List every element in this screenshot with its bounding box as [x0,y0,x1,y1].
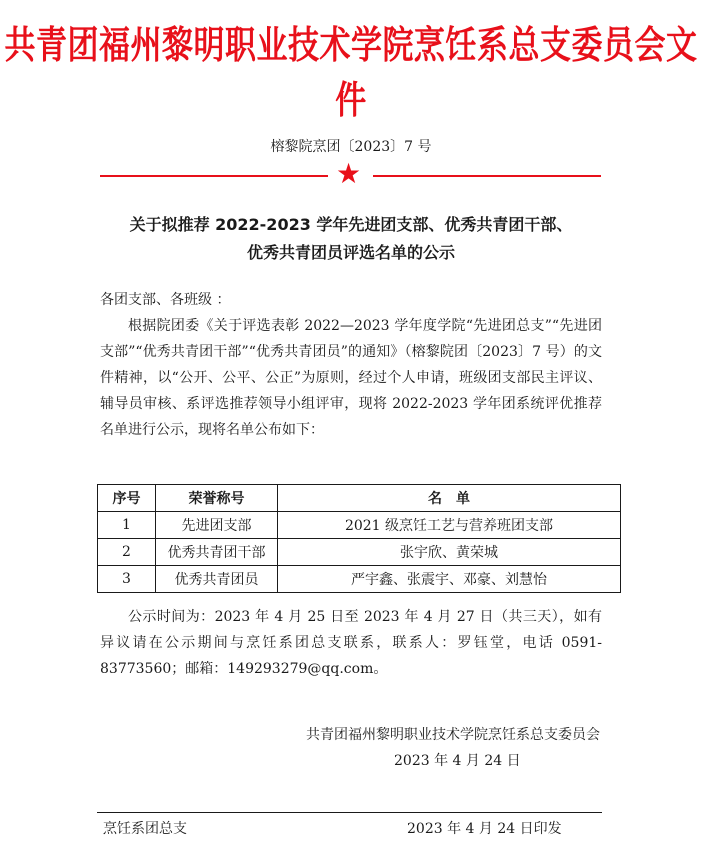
signature-org: 共青团福州黎明职业技术学院烹饪系总支委员会 [306,727,600,743]
salutation: 各团支部、各班级 ： [100,292,231,308]
row-names: 张宇欣、黄荣城 [278,539,621,566]
notice-paragraph: 公示时间为：2023 年 4 月 25 日至 2023 年 4 月 27 日（共三天），如有异议请在公示期间与烹饪系团总支联系，联系人：罗钰堂，电话 0591- 83773560；邮箱：149293279@qq.com。 [100,609,602,677]
footer-issue-date: 2023 年 4 月 24 日印发 [407,821,562,837]
notice-title-line2: 优秀共青团员评选名单的公示 [246,243,455,262]
row-honor: 优秀共青团员 [156,566,278,593]
body-paragraph: 根据院团委《关于评选表彰 2022—2023 学年度学院“先进团总支”“先进团支部”“优秀共青团干部”“优秀共青团员”的通知》（榕黎院团〔2023〕7 号）的文件精神，以“公开、公平、公正”为原则，经过个人申请，班级团支部民主评议、辅导员审核、系评选推荐领导小组评审，现将 2022-2023 学年团系统评优推荐名单进行公示，现将名单公布如下： [100,318,602,438]
footer-divider-top [97,812,602,813]
notice-title [0,211,702,267]
table-row [98,539,621,566]
document-header-title: 共青团福州黎明职业技术学院烹饪系总支委员会文件 [4,23,698,123]
row-honor: 优秀共青团干部 [156,539,278,566]
row-names: 严宇鑫、张震宇、邓豪、刘慧怡 [278,566,621,593]
column-header-names: 名 单 [278,485,621,512]
column-header-number: 序号 [98,485,156,512]
column-header-honor: 荣誉称号 [156,485,278,512]
row-number: 2 [98,539,156,566]
row-honor: 先进团支部 [156,512,278,539]
table-header-row [98,485,621,512]
red-divider-right [373,175,601,177]
row-number: 3 [98,566,156,593]
notice-title-line1: 关于拟推荐 2022-2023 学年先进团支部、优秀共青团干部、 [129,215,573,234]
recommendation-table [97,484,621,593]
document-number: 榕黎院烹团〔2023〕7 号 [270,139,432,155]
red-divider-left [100,175,328,177]
row-number: 1 [98,512,156,539]
table-row [98,512,621,539]
signature-date: 2023 年 4 月 24 日 [394,753,521,769]
red-star-icon: ★ [336,157,362,190]
table-row [98,566,621,593]
footer-issuer: 烹饪系团总支 [103,821,187,837]
row-names: 2021 级烹饪工艺与营养班团支部 [278,512,621,539]
